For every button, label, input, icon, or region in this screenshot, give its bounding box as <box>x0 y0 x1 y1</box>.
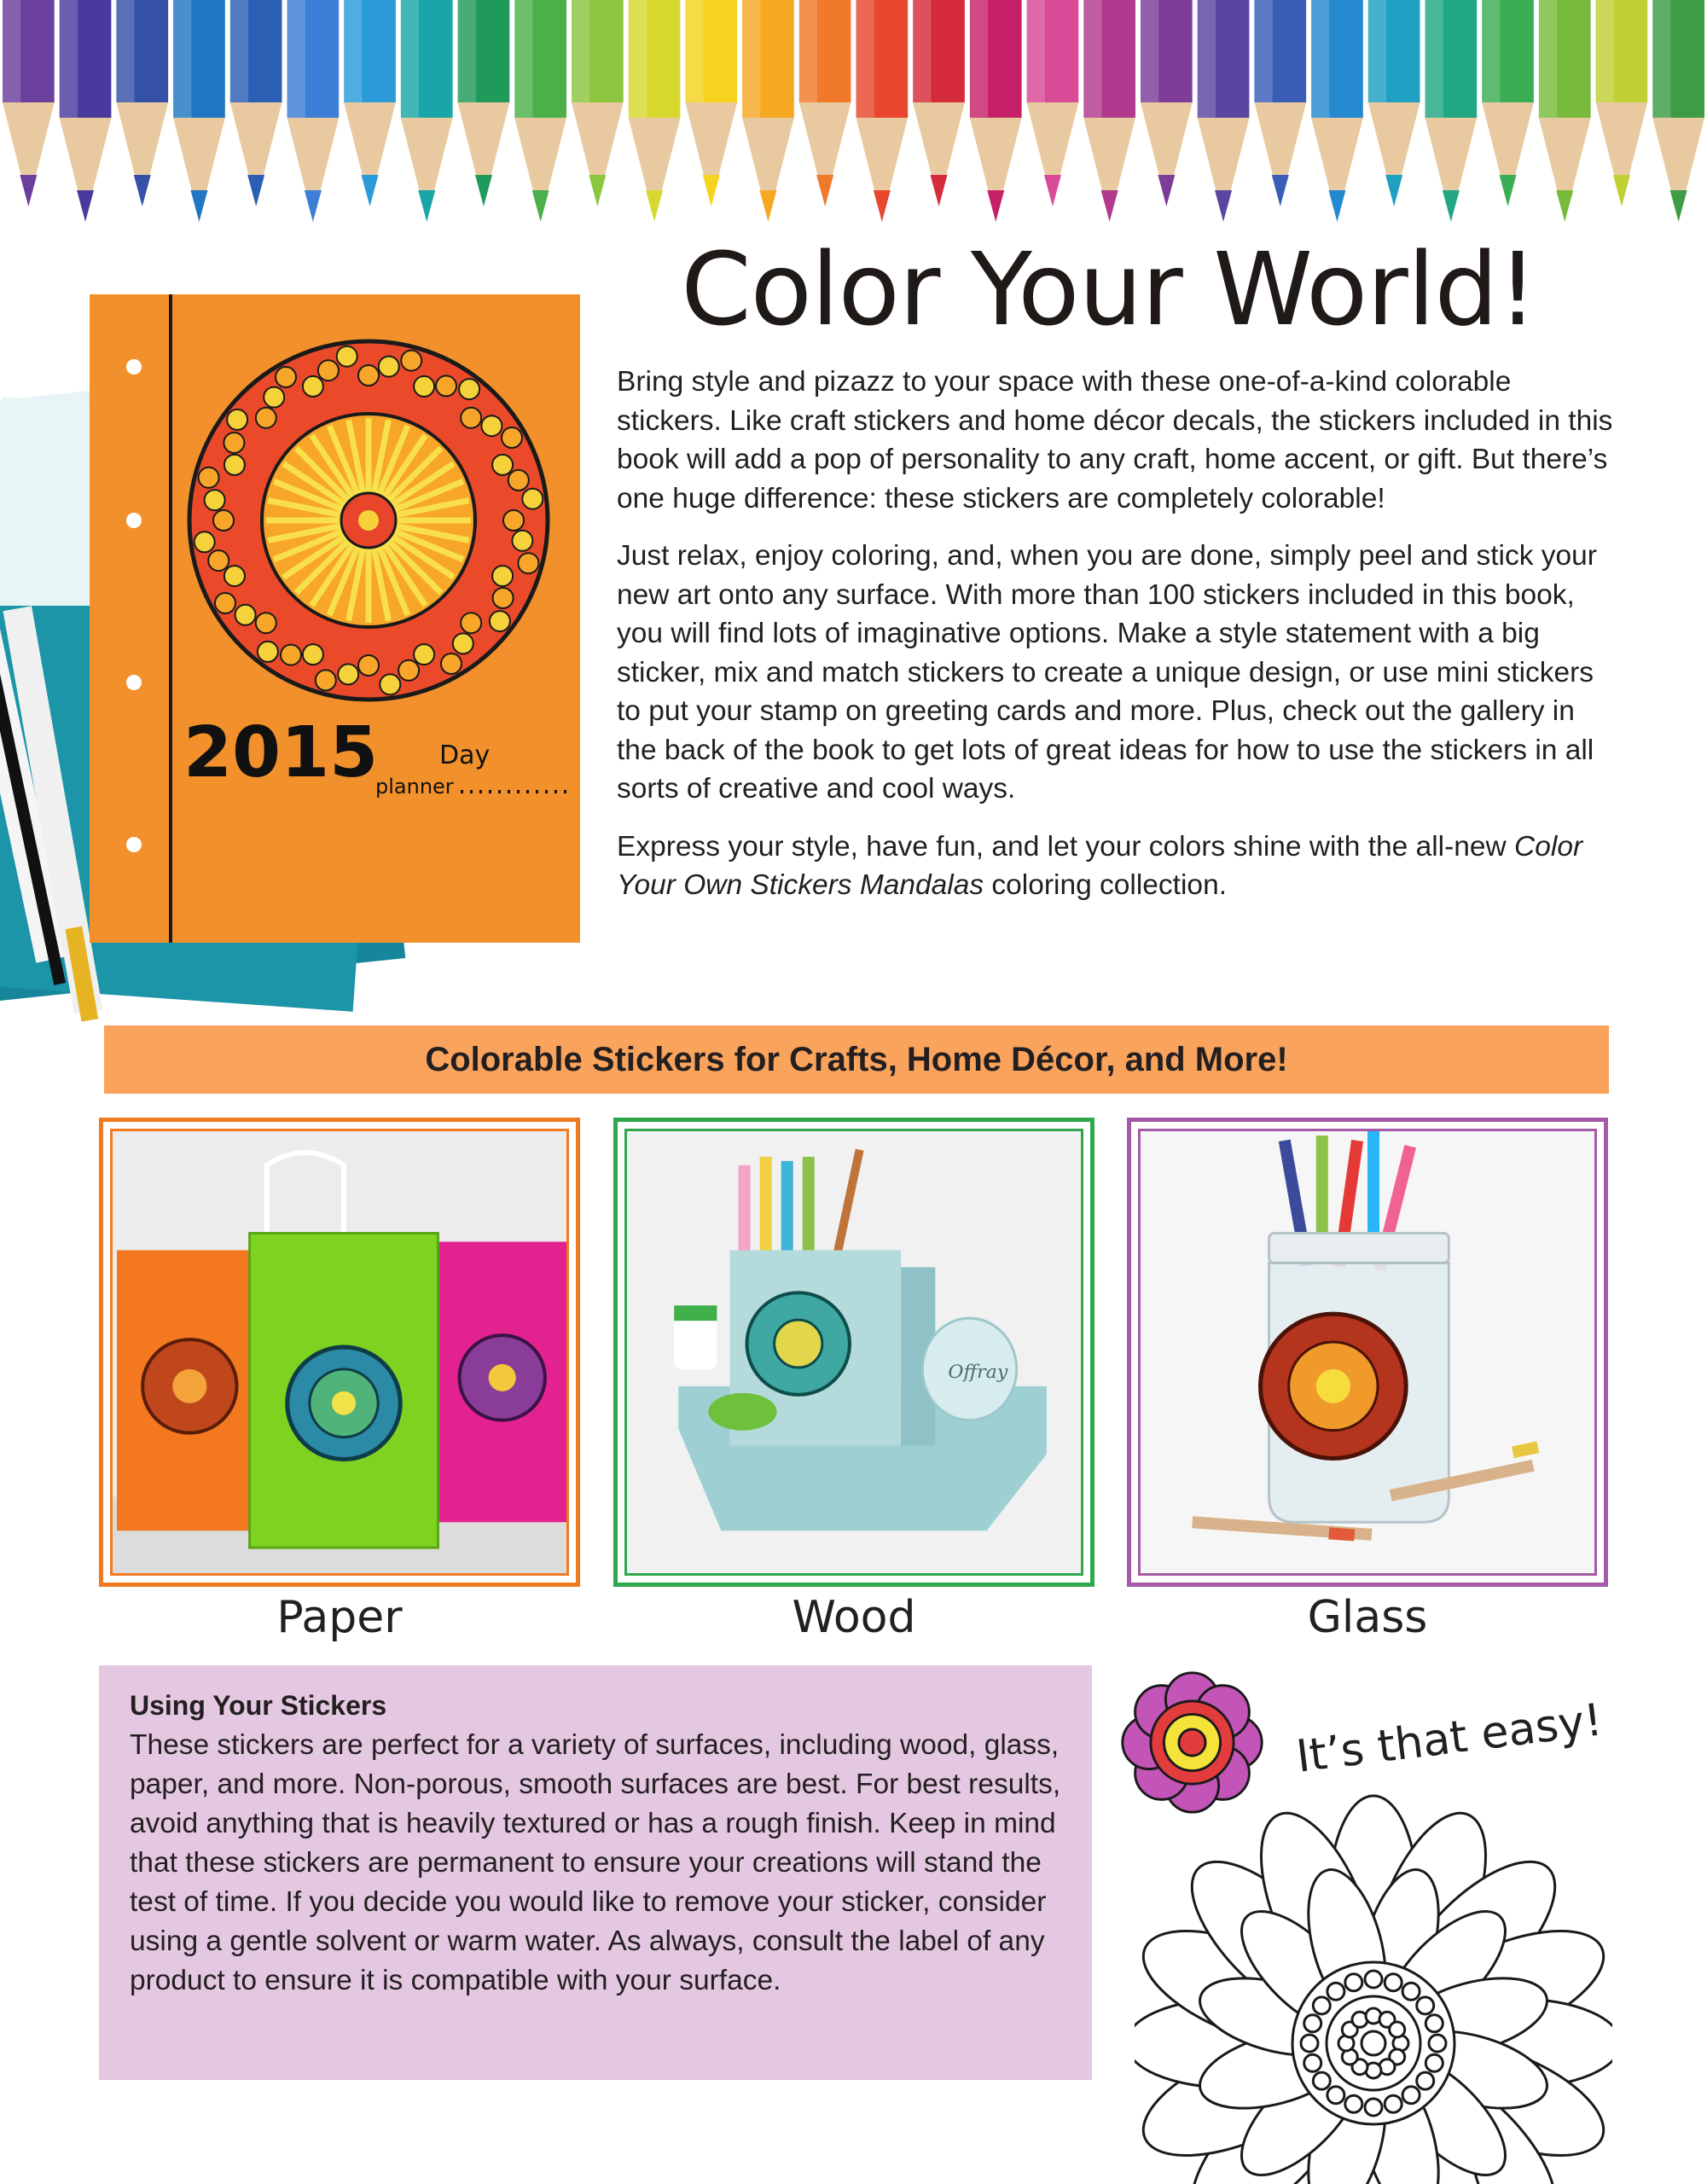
colored-pencil <box>572 0 624 206</box>
colored-pencil <box>913 0 965 206</box>
colored-pencil <box>458 0 510 206</box>
colored-pencil <box>514 0 566 222</box>
planner-label-day: Day <box>439 741 491 770</box>
intro-text <box>617 363 1615 924</box>
page-title: Color Your World! <box>681 230 1537 348</box>
colored-pencil <box>60 0 112 222</box>
colored-pencil <box>1482 0 1534 206</box>
ribbon-label: Offray <box>948 1361 1008 1383</box>
colored-pencil <box>629 0 681 222</box>
colored-pencil <box>287 0 340 222</box>
planner-year: 2015 <box>183 712 379 793</box>
glass-photo-frame <box>1127 1118 1608 1587</box>
colored-pencil <box>1368 0 1420 206</box>
planner-label-planner: planner <box>375 775 454 799</box>
uncolored-flower-outline <box>1135 1787 1612 2184</box>
paper-bags-image <box>113 1131 566 1573</box>
colored-pencil <box>1311 0 1363 222</box>
book-title: Color Your Own Stickers Mandalas <box>617 830 1583 901</box>
colored-pencil <box>970 0 1022 222</box>
colored-pencil <box>401 0 453 222</box>
colored-pencil <box>1027 0 1079 206</box>
wood-organizer-image <box>627 1131 1081 1573</box>
wood-photo-frame <box>613 1118 1094 1587</box>
colored-pencil <box>1425 0 1478 222</box>
colored-pencil <box>742 0 794 222</box>
using-stickers-box <box>99 1665 1092 2080</box>
colored-pencil <box>3 0 55 206</box>
caption-wood: Wood <box>792 1592 916 1643</box>
colored-pencils-header <box>0 0 1707 235</box>
using-stickers-body: These stickers are perfect for a variety of surfaces, including wood, glass, paper, and more. Non-porous, smooth surfaces are best. For best results, avoid anything that is heavily textured or has a rough finish. Keep in mind that these stickers are permanent to ensure your creations will stand the test of time. If you decide you would like to remove your sticker, consider using a gentle solvent or warm water. As always, consult the label of any product to ensure it is compatible with your surface. <box>130 1729 1061 1996</box>
colored-pencil <box>1198 0 1250 222</box>
colored-pencil <box>685 0 737 206</box>
colored-pencil <box>1596 0 1648 206</box>
colored-pencil <box>1539 0 1591 222</box>
caption-paper: Paper <box>276 1592 403 1643</box>
its-that-easy-text: It’s that easy! <box>1293 1694 1605 1783</box>
colored-pencil <box>799 0 851 206</box>
intro-paragraph-2: Just relax, enjoy coloring, and, when you are done, simply peel and stick your new art onto any surface. With more than 100 stickers included in this book, you will find lots of imaginative options. Make a style statement with a big sticker, mix and match stickers to create a unique design, or use mini stickers to put your stamp on greeting cards and more. Plus, check out the gallery in the back of the book to get lots of great ideas for how to use the stickers in all sorts of creative and cool ways. <box>617 540 1597 804</box>
colored-pencil <box>173 0 225 222</box>
using-stickers-heading: Using Your Stickers <box>130 1690 387 1721</box>
colored-pencil <box>1141 0 1193 206</box>
colored-pencil <box>856 0 909 222</box>
colored-pencil <box>344 0 396 206</box>
paper-photo-frame <box>99 1118 580 1587</box>
day-planner-photo <box>0 282 597 1041</box>
glass-jar-image <box>1141 1131 1594 1573</box>
caption-glass: Glass <box>1307 1592 1428 1643</box>
colored-pencil <box>1652 0 1704 222</box>
colored-pencil <box>1083 0 1135 222</box>
intro-paragraph-3: Express your style, have fun, and let your colors shine with the all-new Color Your Own Stickers Mandalas coloring collection. <box>617 830 1583 901</box>
section-banner: Colorable Stickers for Crafts, Home Décor, and More! <box>104 1025 1609 1094</box>
colored-pencil <box>1254 0 1306 206</box>
colored-pencil <box>230 0 282 206</box>
colored-pencil <box>116 0 168 206</box>
intro-paragraph-1: Bring style and pizazz to your space with these one-of-a-kind colorable stickers. Like craft stickers and home décor decals, the stickers included in this book will add a pop of personality to any craft, home accent, or gift. But there’s one huge difference: these stickers are completely colorable! <box>617 366 1613 514</box>
